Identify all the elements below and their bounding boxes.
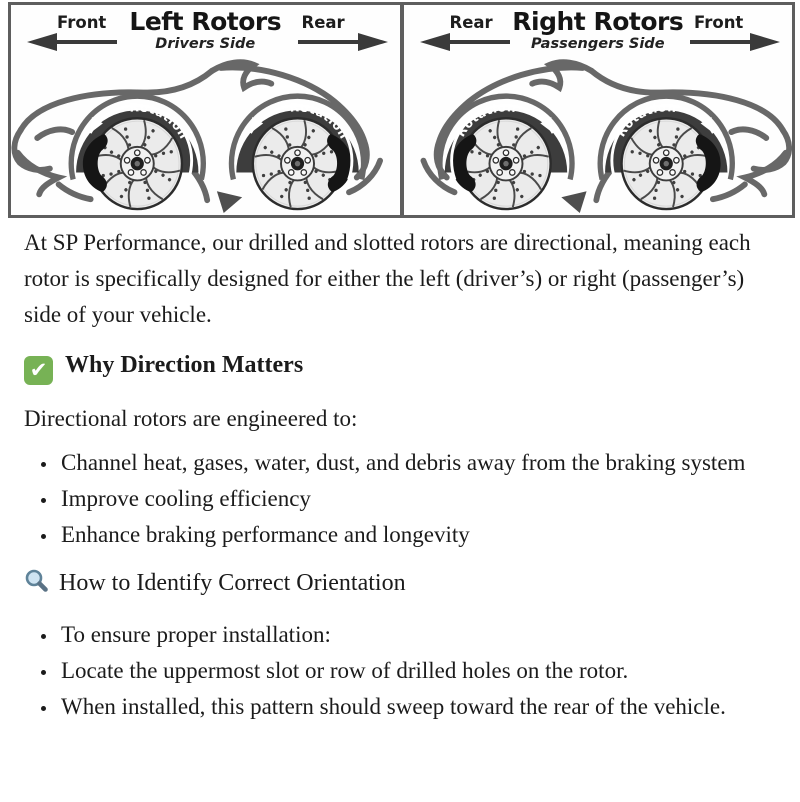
svg-text:Rotation: Rotation	[453, 100, 517, 140]
direction-label-text: Rear	[301, 13, 345, 32]
left-arrow-icon	[25, 30, 117, 54]
panel-left-rotors	[11, 5, 400, 215]
panel-title: Left Rotors	[129, 7, 282, 36]
page	[0, 2, 800, 725]
svg-text:Rotation: Rotation	[129, 100, 191, 142]
lead-sentence: Directional rotors are engineered to:	[24, 406, 358, 431]
rear-direction-label	[298, 13, 390, 53]
car-illustration-right	[404, 57, 793, 215]
list-item: • Locate the uppermost slot or row of drilled holes on the rotor.	[58, 653, 760, 689]
intro-paragraph: At SP Performance, our drilled and slotted rotors are directional, meaning each rotor is specifically designed for either the left (driver’s) or right (passenger’s) side of your vehicle.	[24, 230, 751, 327]
panel-subtitle: Drivers Side	[155, 36, 256, 52]
list-item: • Improve cooling efficiency	[58, 481, 760, 517]
direction-label-text: Rear	[449, 13, 493, 32]
direction-label-text: Front	[694, 13, 744, 32]
rotor-direction-diagram	[8, 2, 795, 218]
rear-direction-label	[418, 13, 510, 53]
list-item: • To ensure proper installation:	[58, 617, 760, 653]
panel-right-header	[404, 5, 793, 57]
svg-text:Rotation: Rotation	[289, 100, 352, 142]
magnifying-glass-icon	[24, 568, 50, 594]
orientation-list	[24, 617, 760, 725]
right-arrow-icon	[690, 30, 782, 54]
svg-text:Rotation: Rotation	[613, 100, 677, 140]
panel-title: Right Rotors	[512, 7, 684, 36]
panel-left-header	[11, 5, 400, 57]
section-heading-why-direction-matters	[24, 347, 760, 385]
right-arrow-icon	[298, 30, 390, 54]
front-direction-label	[25, 13, 117, 53]
panel-subtitle: Passengers Side	[530, 36, 665, 52]
list-item: • When installed, this pattern should sweep toward the rear of the vehicle.	[58, 689, 760, 725]
left-arrow-icon	[418, 30, 510, 54]
benefits-list	[24, 445, 760, 553]
car-illustration-left	[11, 57, 400, 215]
panel-right-rotors	[400, 5, 793, 215]
heading-text: Why Direction Matters	[65, 352, 304, 378]
check-mark-icon	[24, 356, 53, 385]
section-heading-identify-orientation	[24, 565, 760, 601]
list-item: • Enhance braking performance and longevity	[58, 517, 760, 553]
front-direction-label	[690, 13, 782, 53]
list-item: • Channel heat, gases, water, dust, and debris away from the braking system	[58, 445, 760, 481]
direction-label-text: Front	[57, 13, 107, 32]
heading-text: How to Identify Correct Orientation	[59, 570, 406, 596]
article	[0, 225, 800, 725]
